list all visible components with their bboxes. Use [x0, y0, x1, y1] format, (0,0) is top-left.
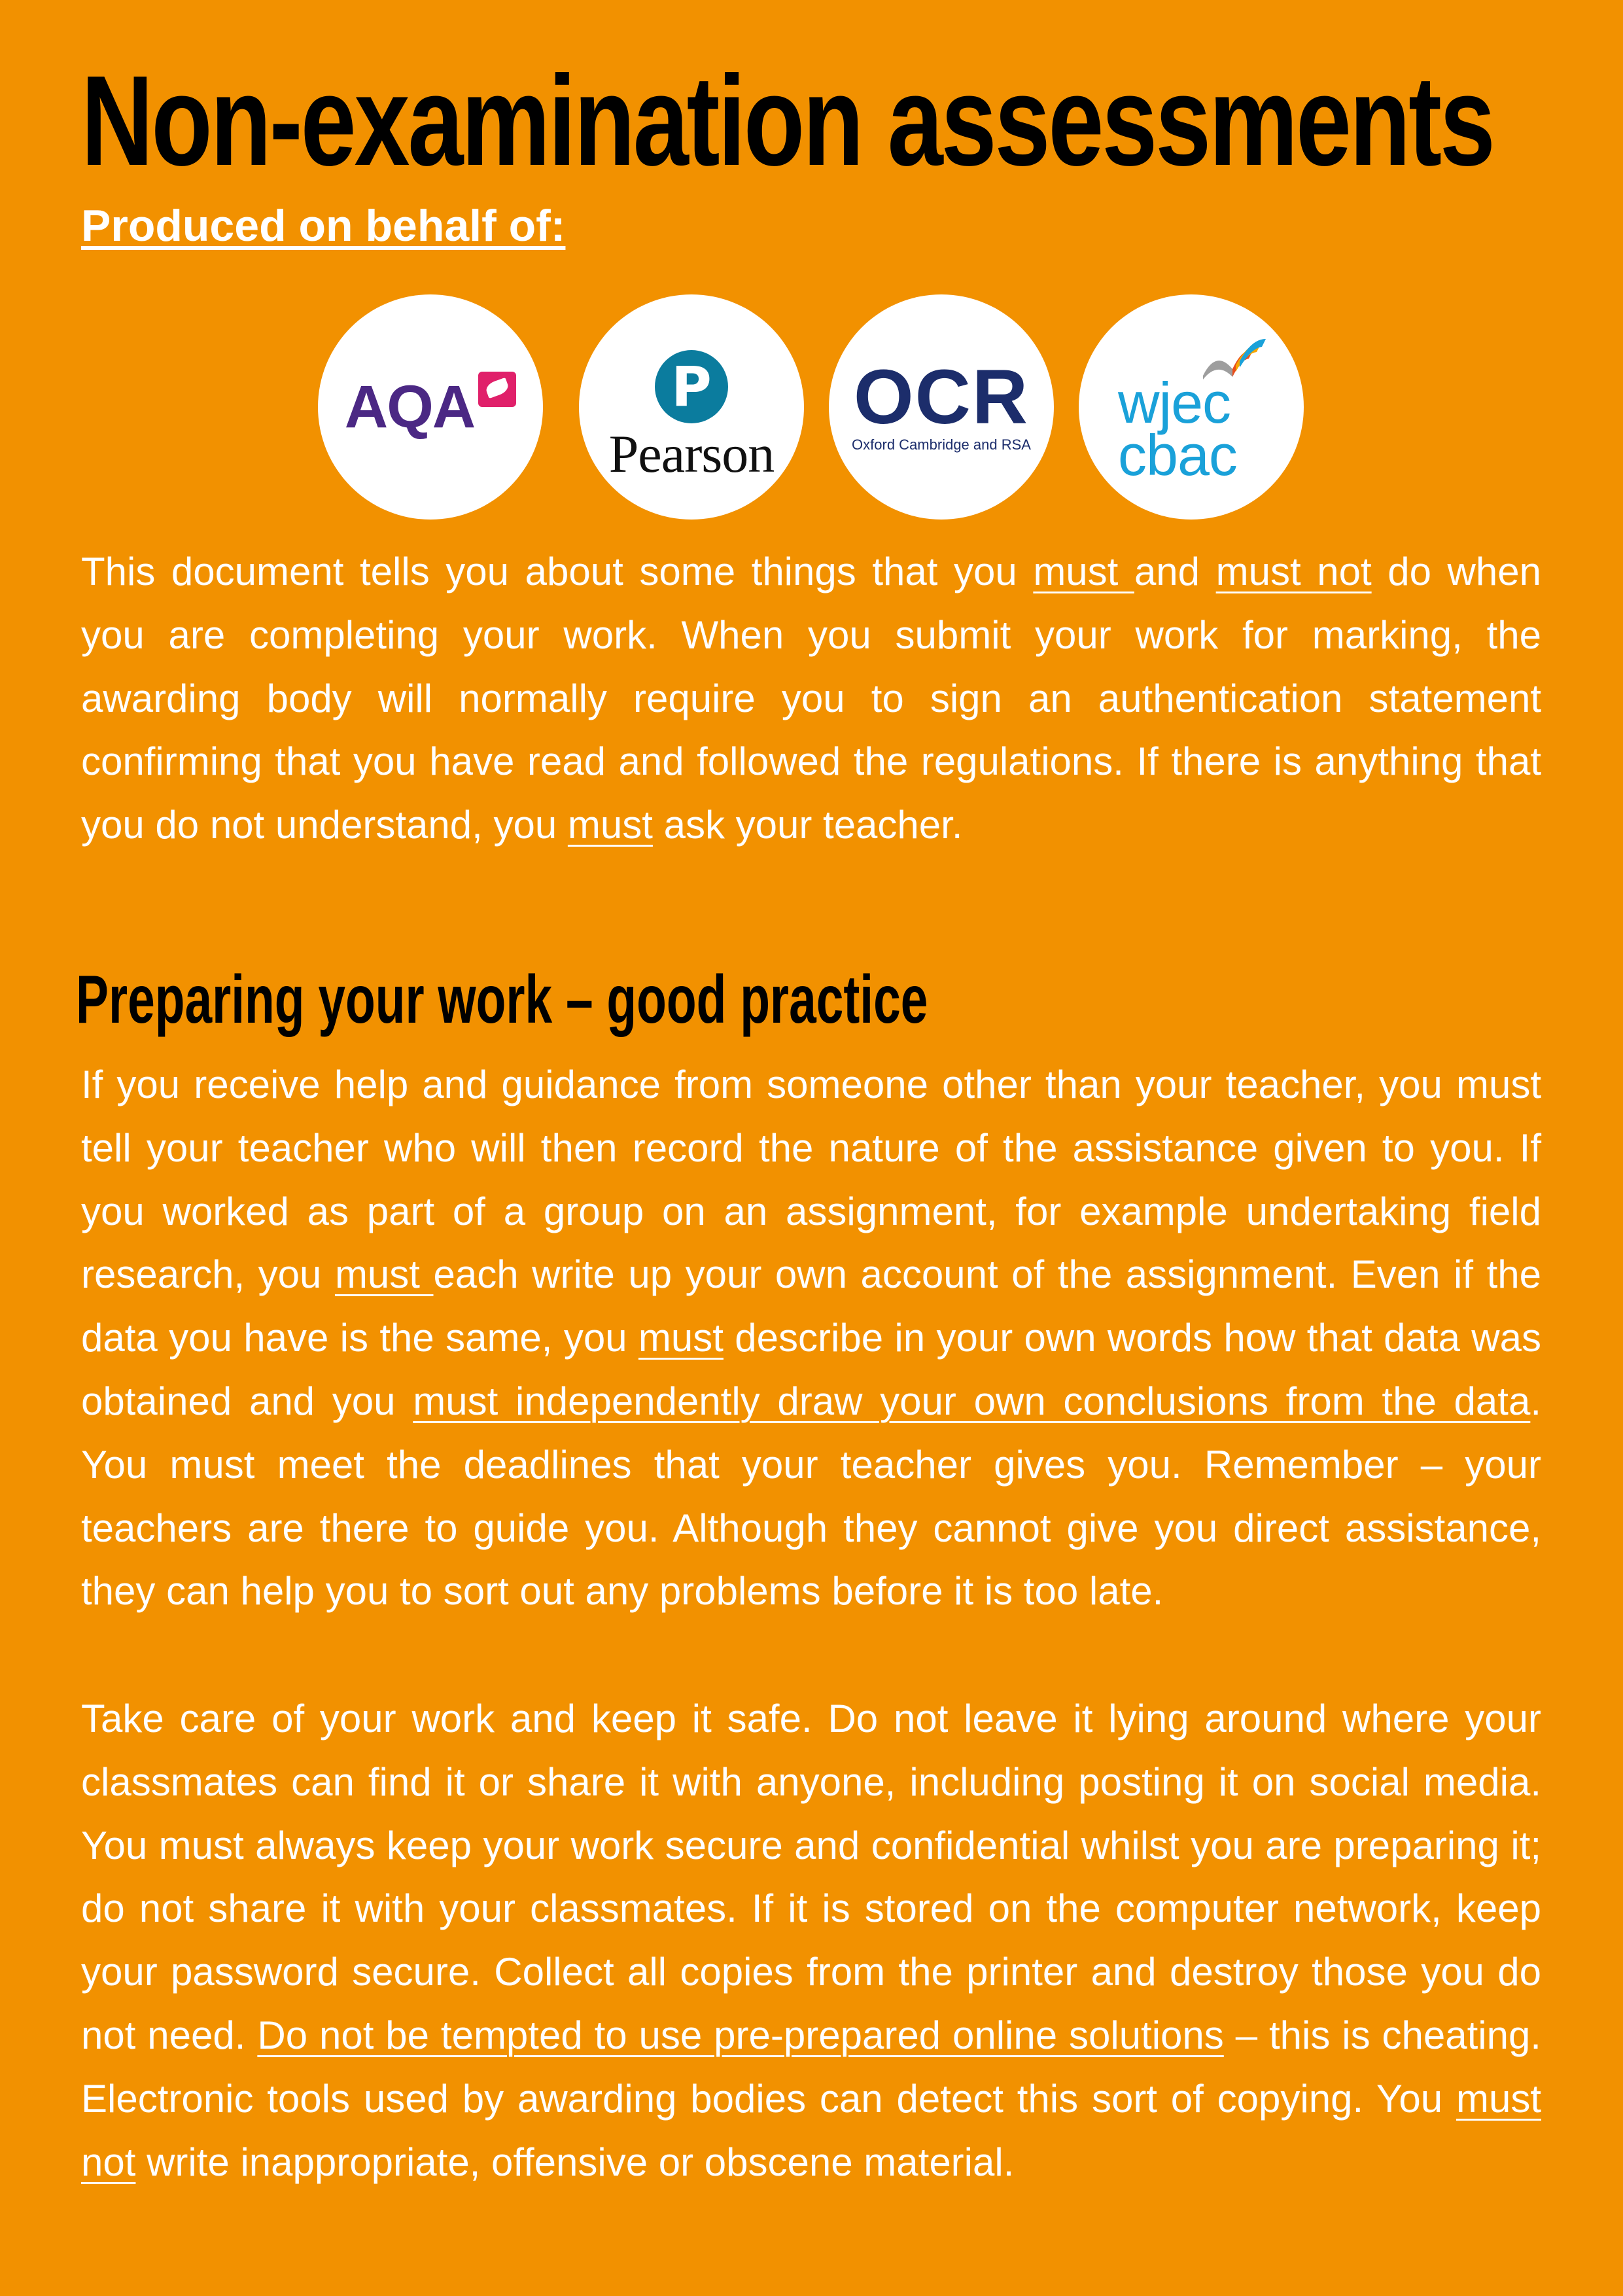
aqa-logo-text: AQA: [344, 374, 475, 440]
emphasis-must: must: [567, 803, 653, 847]
section-heading: Preparing your work – good practice: [76, 962, 928, 1038]
emphasis-must: must: [638, 1316, 724, 1360]
pearson-p-icon: P: [655, 350, 728, 423]
page-title: Non-examination assessments: [81, 49, 1493, 192]
wjec-cbac-logo: [1079, 294, 1304, 520]
ocr-logo-subtitle: Oxford Cambridge and RSA: [852, 436, 1031, 453]
aqa-logo: [318, 294, 543, 520]
emphasis-must-not: must not: [1215, 550, 1372, 593]
cbac-logo-text: cbac: [1118, 423, 1237, 487]
good-practice-paragraph-1: If you receive help and guidance from someone other than your teacher, you must tell your teacher who will then record the nature of the assistance given to you. If you worked as part of a group on an assignment, for example undertaking field research, you must each write up your own account of the assignment. Even if the data you have is the same, you must describe in your own words how that data was obtained and you must independently draw your own conclusions from the data. You must meet the deadlines that your teacher gives you. Remember – your teachers are there to guide you. Although they cannot give you direct assistance, they can help you to sort out any problems before it is too late.: [81, 1063, 1542, 1614]
good-practice-paragraph-2: Take care of your work and keep it safe. Do not leave it lying around where your classmates can find it or share it with anyone, including posting it on social media. You must always keep your work secure and confidential whilst you are preparing it; do not share it with your classmates. If it is stored on the computer network, keep your password secure. Collect all copies from the printer and destroy those you do not need. Do not be tempted to use pre-prepared online solutions – this is cheating. Electronic tools used by awarding bodies can detect this sort of copying. You must not write inappropriate, offensive or obscene material.: [81, 1697, 1541, 2184]
awarding-body-logos: [0, 294, 1623, 520]
emphasis-conclusions: must independently draw your own conclusions from the data: [413, 1379, 1531, 1423]
aqa-mark-icon: [478, 372, 516, 407]
emphasis-must: must: [334, 1252, 434, 1297]
ocr-logo-text: OCR: [853, 353, 1030, 440]
emphasis-must: must: [1033, 550, 1134, 593]
ocr-logo: [829, 294, 1054, 520]
produced-on-behalf-label: Produced on behalf of:: [81, 201, 566, 251]
intro-paragraph: This document tells you about some things that you must and must not do when you are completing your work. When you submit your work for marking, the awarding body will normally require you to sign an authentication statement confirming that you have read and followed the regulations. If there is anything that you do not understand, you must ask your teacher.: [81, 550, 1541, 847]
emphasis-online-solutions: Do not be tempted to use pre-prepared online solutions: [257, 2013, 1224, 2057]
wjec-logo-text: wjec: [1118, 370, 1231, 435]
pearson-logo: [579, 294, 804, 520]
pearson-logo-text: Pearson: [608, 424, 775, 484]
emphasis-must-not: must not: [81, 2076, 1541, 2184]
